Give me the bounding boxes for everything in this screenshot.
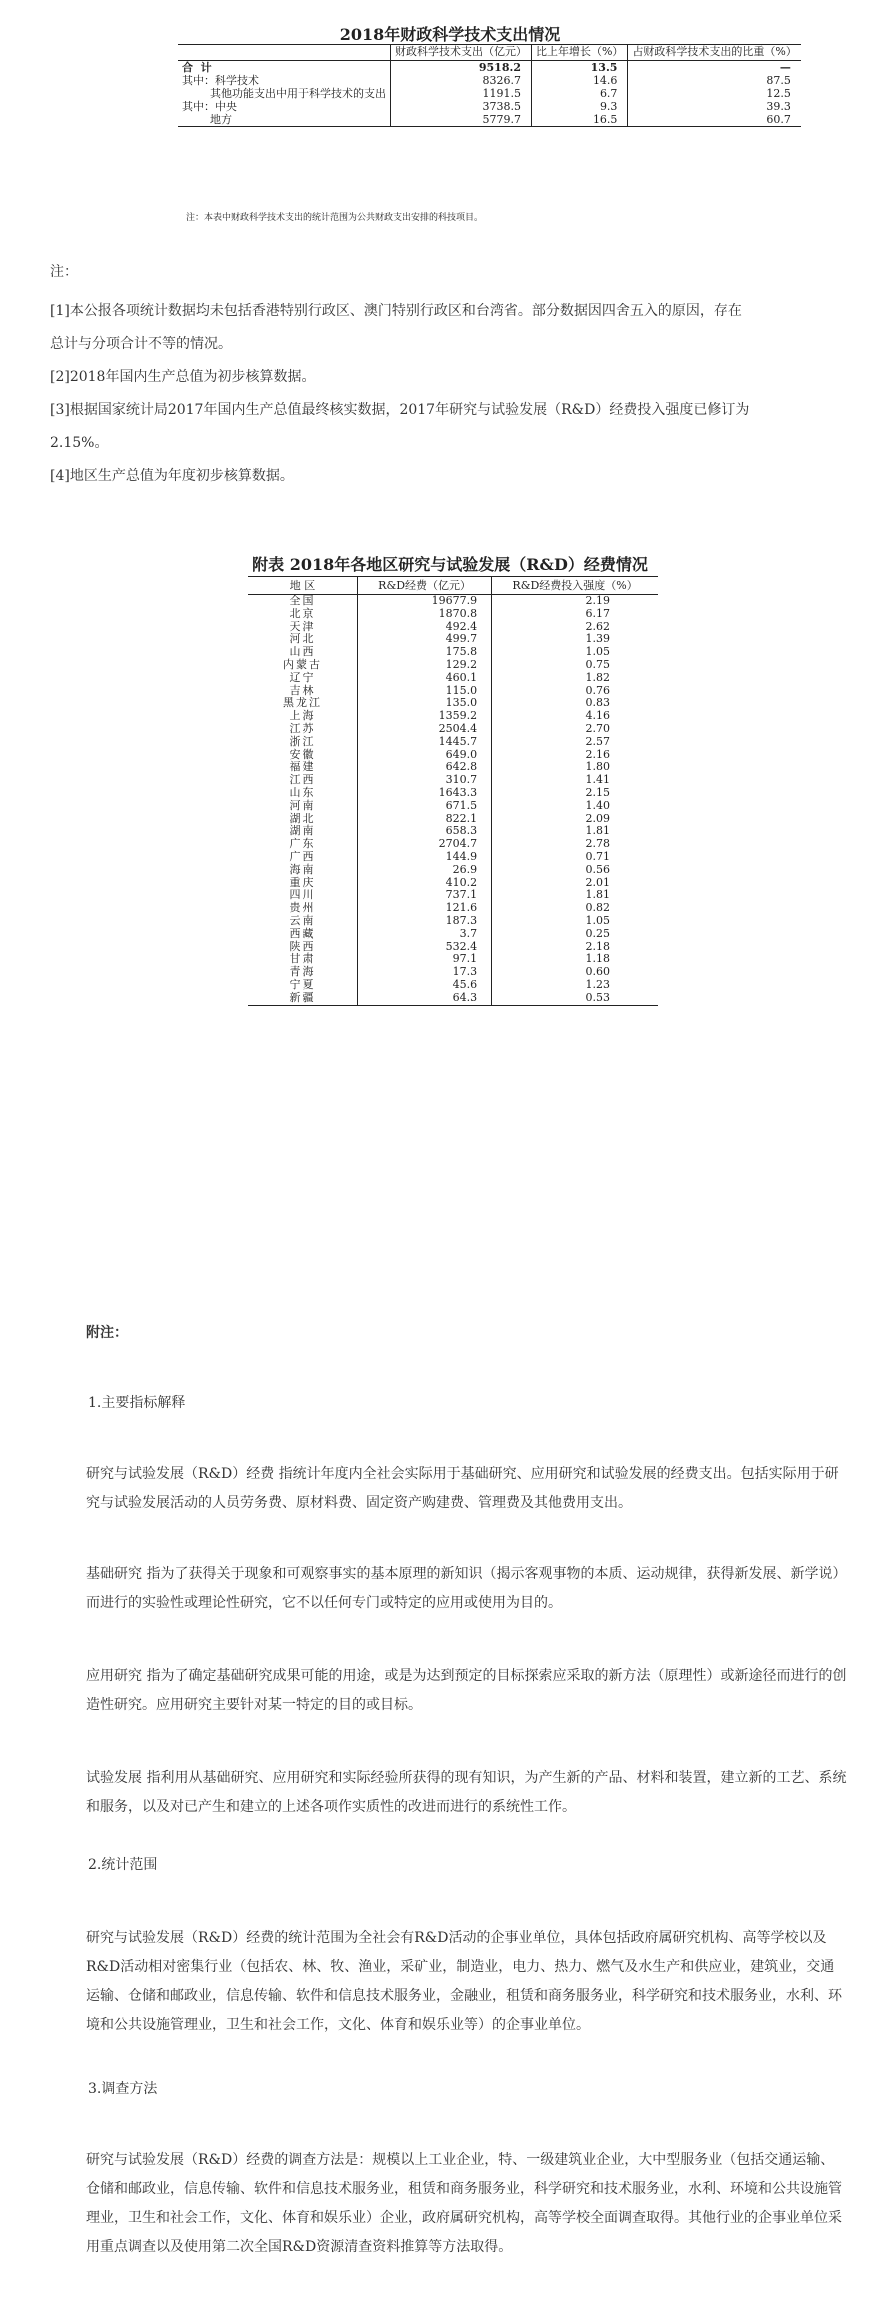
rd-funds: 19677.9 bbox=[358, 595, 492, 608]
rd-funds: 1643.3 bbox=[358, 787, 492, 800]
rd-intensity: 2.70 bbox=[492, 723, 658, 736]
note-line: 2.15%。 bbox=[50, 435, 109, 451]
rd-intensity: 4.16 bbox=[492, 710, 658, 723]
table-row bbox=[248, 723, 658, 736]
rd-funds: 410.2 bbox=[358, 877, 492, 890]
note-line: [2]2018年国内生产总值为初步核算数据。 bbox=[50, 369, 316, 385]
cell-value: 39.3 bbox=[628, 100, 801, 113]
table-row bbox=[178, 61, 801, 75]
table-row bbox=[248, 902, 658, 915]
header-growth: 比上年增长（%） bbox=[531, 45, 627, 61]
region-name: 天津 bbox=[289, 619, 316, 633]
rd-intensity: 1.40 bbox=[492, 800, 658, 813]
region-name: 海南 bbox=[289, 862, 316, 876]
region-name: 宁夏 bbox=[289, 977, 316, 991]
table-row bbox=[248, 979, 658, 992]
region-name: 辽宁 bbox=[289, 670, 316, 684]
cell-value: 1191.5 bbox=[390, 87, 531, 100]
rd-funds: 671.5 bbox=[358, 800, 492, 813]
rd-intensity: 0.76 bbox=[492, 685, 658, 698]
region-name: 青海 bbox=[289, 965, 316, 979]
table1-title: 2018年财政科学技术支出情况 bbox=[339, 25, 561, 44]
region-name: 新疆 bbox=[289, 990, 316, 1004]
rd-intensity: 2.09 bbox=[492, 813, 658, 826]
notes-heading: 注： bbox=[50, 264, 78, 280]
paragraph: 研究与试验发展（R&D）经费的统计范围为全社会有R&D活动的企事业单位，具体包括政府属研究机构、高等学校以及R&D活动相对密集行业（包括农、林、牧、渔业，采矿业，制造业，电力、热力、燃气及水生产和供应业，建筑业，交通运输、仓储和邮政业，信息传输、软件和信息技术服务业，金融业，租赁和商务服务业，科学研究和技术服务业，水利、环境和公共设施管理业，卫生和社会工作，文化、体育和娱乐业等）的企事业单位。 bbox=[86, 1930, 842, 2033]
region-name: 云南 bbox=[289, 913, 316, 927]
table-row bbox=[248, 864, 658, 877]
region-name: 吉林 bbox=[289, 683, 316, 697]
table-row bbox=[178, 87, 801, 100]
region-name: 江苏 bbox=[289, 721, 316, 735]
rd-intensity: 2.15 bbox=[492, 787, 658, 800]
rd-funds: 1359.2 bbox=[358, 710, 492, 723]
table-row bbox=[248, 915, 658, 928]
rd-funds: 460.1 bbox=[358, 672, 492, 685]
region-name: 湖南 bbox=[289, 824, 316, 838]
rd-funds: 1870.8 bbox=[358, 608, 492, 621]
header-rd-funds: R&D经费（亿元） bbox=[358, 577, 492, 595]
rd-funds: 135.0 bbox=[358, 697, 492, 710]
fiscal-sci-tech-table bbox=[178, 44, 801, 127]
header-region: 地 区 bbox=[289, 579, 316, 592]
rd-funds: 3.7 bbox=[358, 928, 492, 941]
rd-funds: 187.3 bbox=[358, 915, 492, 928]
cell-value: 16.5 bbox=[531, 113, 627, 127]
paragraph: 应用研究 指为了确定基础研究成果可能的用途，或是为达到预定的目标探索应采取的新方法（原理性）或新途径而进行的创造性研究。应用研究主要针对某一特定的目的或目标。 bbox=[86, 1668, 847, 1713]
region-name: 重庆 bbox=[289, 875, 316, 889]
rd-intensity: 0.56 bbox=[492, 864, 658, 877]
cell-value: — bbox=[628, 61, 801, 75]
header-blank bbox=[178, 45, 390, 61]
table-row bbox=[248, 608, 658, 621]
cell-value: 13.5 bbox=[531, 61, 627, 75]
appendix-heading: 附注： bbox=[86, 1325, 128, 1341]
table-row bbox=[248, 659, 658, 672]
row-label: 合 计 bbox=[182, 61, 212, 74]
rd-funds: 1445.7 bbox=[358, 736, 492, 749]
rd-intensity: 0.53 bbox=[492, 992, 658, 1005]
table-row bbox=[248, 966, 658, 979]
table2-title: 附表 2018年各地区研究与试验发展（R&D）经费情况 bbox=[252, 555, 648, 574]
rd-intensity: 1.23 bbox=[492, 979, 658, 992]
cell-value: 87.5 bbox=[628, 74, 801, 87]
section-heading: 1.主要指标解释 bbox=[88, 1395, 186, 1411]
rd-intensity: 2.62 bbox=[492, 621, 658, 634]
rd-funds: 45.6 bbox=[358, 979, 492, 992]
table-row bbox=[248, 800, 658, 813]
rd-funds: 310.7 bbox=[358, 774, 492, 787]
row-label: 其中：科学技术 bbox=[182, 74, 259, 87]
table-row bbox=[248, 672, 658, 685]
table1-note: 注：本表中财政科学技术支出的统计范围为公共财政支出安排的科技项目。 bbox=[186, 213, 484, 223]
rd-intensity: 0.71 bbox=[492, 851, 658, 864]
rd-funds: 115.0 bbox=[358, 685, 492, 698]
regional-rd-table bbox=[248, 576, 658, 1006]
table-row bbox=[178, 100, 801, 113]
rd-intensity: 1.81 bbox=[492, 825, 658, 838]
rd-intensity: 2.01 bbox=[492, 877, 658, 890]
region-name: 山西 bbox=[289, 645, 316, 659]
region-name: 湖北 bbox=[289, 811, 316, 825]
cell-value: 12.5 bbox=[628, 87, 801, 100]
region-name: 西藏 bbox=[289, 926, 316, 940]
paragraph: 试验发展 指利用从基础研究、应用研究和实际经验所获得的现有知识，为产生新的产品、材料和装置，建立新的工艺、系统和服务，以及对已产生和建立的上述各项作实质性的改进而进行的系统性工作。 bbox=[86, 1770, 847, 1815]
cell-value: 3738.5 bbox=[390, 100, 531, 113]
cell-value: 14.6 bbox=[531, 74, 627, 87]
rd-funds: 175.8 bbox=[358, 646, 492, 659]
region-name: 黑龙江 bbox=[283, 696, 323, 710]
paragraph: 研究与试验发展（R&D）经费的调查方法是：规模以上工业企业，特、一级建筑业企业，大中型服务业（包括交通运输、仓储和邮政业，信息传输、软件和信息技术服务业，租赁和商务服务业，科学研究和技术服务业，水利、环境和公共设施管理业，卫生和社会工作，文化、体育和娱乐业）企业，政府属研究机构，高等学校全面调查取得。其他行业的企事业单位采用重点调查以及使用第二次全国R&D资源清查资料推算等方法取得。 bbox=[86, 2152, 842, 2255]
rd-funds: 97.1 bbox=[358, 953, 492, 966]
row-label: 其中：中央 bbox=[182, 100, 237, 113]
cell-value: 5779.7 bbox=[390, 113, 531, 127]
rd-funds: 658.3 bbox=[358, 825, 492, 838]
table-header-row bbox=[178, 45, 801, 61]
region-name: 江西 bbox=[289, 773, 316, 787]
rd-funds: 822.1 bbox=[358, 813, 492, 826]
rd-intensity: 1.39 bbox=[492, 633, 658, 646]
region-name: 河北 bbox=[289, 632, 316, 646]
region-name: 上海 bbox=[289, 709, 316, 723]
rd-funds: 17.3 bbox=[358, 966, 492, 979]
region-name: 河南 bbox=[289, 798, 316, 812]
region-name: 北京 bbox=[289, 606, 316, 620]
rd-funds: 144.9 bbox=[358, 851, 492, 864]
rd-funds: 26.9 bbox=[358, 864, 492, 877]
rd-intensity: 2.57 bbox=[492, 736, 658, 749]
rd-funds: 129.2 bbox=[358, 659, 492, 672]
section-heading: 2.统计范围 bbox=[88, 1857, 158, 1873]
region-name: 广西 bbox=[289, 849, 316, 863]
table-row bbox=[248, 787, 658, 800]
rd-intensity: 1.81 bbox=[492, 889, 658, 902]
rd-intensity: 1.05 bbox=[492, 646, 658, 659]
rd-funds: 737.1 bbox=[358, 889, 492, 902]
header-expenditure: 财政科学技术支出（亿元） bbox=[390, 45, 531, 61]
paragraph: 研究与试验发展（R&D）经费 指统计年度内全社会实际用于基础研究、应用研究和试验发展的经费支出。包括实际用于研究与试验发展活动的人员劳务费、原材料费、固定资产购建费、管理费及其他费用支出。 bbox=[86, 1466, 839, 1511]
table-row bbox=[248, 851, 658, 864]
cell-value: 8326.7 bbox=[390, 74, 531, 87]
rd-funds: 2704.7 bbox=[358, 838, 492, 851]
section-heading: 3.调查方法 bbox=[88, 2081, 158, 2097]
header-share: 占财政科学技术支出的比重（%） bbox=[628, 45, 801, 61]
rd-intensity: 0.82 bbox=[492, 902, 658, 915]
rd-intensity: 1.05 bbox=[492, 915, 658, 928]
rd-funds: 499.7 bbox=[358, 633, 492, 646]
row-label: 其他功能支出中用于科学技术的支出 bbox=[182, 87, 386, 100]
note-line: [1]本公报各项统计数据均未包括香港特别行政区、澳门特别行政区和台湾省。部分数据因四舍五入的原因，存在 bbox=[50, 303, 742, 319]
region-name: 内蒙古 bbox=[283, 657, 323, 671]
cell-value: 9518.2 bbox=[390, 61, 531, 75]
rd-funds: 649.0 bbox=[358, 749, 492, 762]
region-name: 浙江 bbox=[289, 734, 316, 748]
region-name: 贵州 bbox=[289, 901, 316, 915]
cell-value: 60.7 bbox=[628, 113, 801, 127]
region-name: 安徽 bbox=[289, 747, 316, 761]
paragraph: 基础研究 指为了获得关于现象和可观察事实的基本原理的新知识（揭示客观事物的本质、运动规律，获得新发展、新学说）而进行的实验性或理论性研究，它不以任何专门或特定的应用或使用为目的。 bbox=[86, 1566, 847, 1611]
table-row bbox=[248, 595, 658, 608]
rd-intensity: 2.18 bbox=[492, 941, 658, 954]
rd-intensity: 0.60 bbox=[492, 966, 658, 979]
table-row bbox=[178, 113, 801, 127]
table-row bbox=[248, 736, 658, 749]
note-line: 总计与分项合计不等的情况。 bbox=[50, 336, 232, 352]
rd-funds: 121.6 bbox=[358, 902, 492, 915]
rd-funds: 532.4 bbox=[358, 941, 492, 954]
rd-intensity: 1.82 bbox=[492, 672, 658, 685]
table-header-row bbox=[248, 577, 658, 595]
region-name: 福建 bbox=[289, 760, 316, 774]
rd-intensity: 1.80 bbox=[492, 761, 658, 774]
rd-intensity: 6.17 bbox=[492, 608, 658, 621]
note-line: [4]地区生产总值为年度初步核算数据。 bbox=[50, 468, 294, 484]
rd-intensity: 1.18 bbox=[492, 953, 658, 966]
cell-value: 9.3 bbox=[531, 100, 627, 113]
cell-value: 6.7 bbox=[531, 87, 627, 100]
rd-intensity: 1.41 bbox=[492, 774, 658, 787]
rd-funds: 642.8 bbox=[358, 761, 492, 774]
header-rd-intensity: R&D经费投入强度（%） bbox=[492, 577, 658, 595]
rd-intensity: 2.78 bbox=[492, 838, 658, 851]
rd-intensity: 0.83 bbox=[492, 697, 658, 710]
note-line: [3]根据国家统计局2017年国内生产总值最终核实数据，2017年研究与试验发展（R&D）经费投入强度已修订为 bbox=[50, 402, 750, 418]
rd-intensity: 2.16 bbox=[492, 749, 658, 762]
rd-funds: 64.3 bbox=[358, 992, 492, 1005]
region-name: 山东 bbox=[289, 785, 316, 799]
region-name: 甘肃 bbox=[289, 952, 316, 966]
table-row bbox=[178, 74, 801, 87]
row-label: 地方 bbox=[182, 113, 232, 126]
region-name: 陕西 bbox=[289, 939, 316, 953]
rd-funds: 492.4 bbox=[358, 621, 492, 634]
rd-funds: 2504.4 bbox=[358, 723, 492, 736]
table-row bbox=[248, 992, 658, 1005]
region-name: 广东 bbox=[289, 837, 316, 851]
region-name: 全国 bbox=[289, 594, 316, 607]
region-name: 四川 bbox=[289, 888, 316, 902]
rd-intensity: 0.25 bbox=[492, 928, 658, 941]
rd-intensity: 0.75 bbox=[492, 659, 658, 672]
table-row bbox=[248, 928, 658, 941]
rd-intensity: 2.19 bbox=[492, 595, 658, 608]
